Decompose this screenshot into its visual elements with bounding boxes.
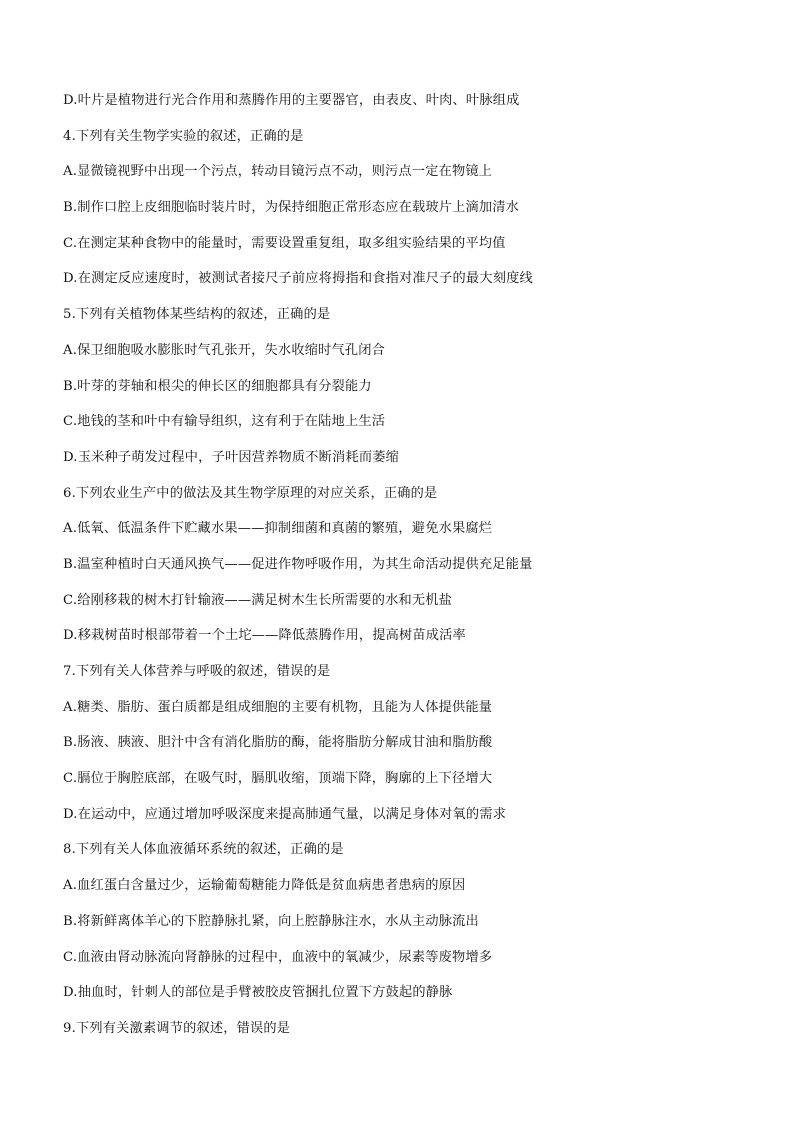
question-5: 5.下列有关植物体某些结构的叙述，正确的是 [63,307,331,323]
option-8c: C.血液由肾动脉流向肾静脉的过程中，血液中的氧减少，尿素等废物增多 [63,949,493,965]
question-7: 7.下列有关人体营养与呼吸的叙述，错误的是 [63,664,331,679]
option-6a: A.低氧、低温条件下贮藏水果——抑制细菌和真菌的繁殖，避免水果腐烂 [63,521,493,537]
question-6: 6.下列农业生产中的做法及其生物学原理的对应关系，正确的是 [63,485,438,501]
option-4b: B.制作口腔上皮细胞临时装片时，为保持细胞正常形态应在载玻片上滴加清水 [63,200,520,216]
option-6c: C.给刚移栽的树木打针输液——满足树木生长所需要的水和无机盐 [63,592,453,608]
option-3d: D.叶片是植物进行光合作用和蒸腾作用的主要器官，由表皮、叶肉、叶脉组成 [63,93,520,108]
option-6d: D.移栽树苗时根部带着一个土坨——降低蒸腾作用，提高树苗成活率 [63,628,466,644]
option-5d: D.玉米种子萌发过程中，子叶因营养物质不断消耗而萎缩 [63,449,399,465]
option-7c: C.膈位于胸腔底部，在吸气时，膈肌收缩，顶端下降，胸廓的上下径增大 [63,771,493,787]
question-9: 9.下列有关激素调节的叙述，错误的是 [63,1020,291,1036]
option-8b: B.将新鲜离体羊心的下腔静脉扎紧，向上腔静脉注水，水从主动脉流出 [63,913,479,929]
option-5b: B.叶芽的芽轴和根尖的伸长区的细胞都具有分裂能力 [63,378,372,394]
option-5a: A.保卫细胞吸水膨胀时气孔张开，失水收缩时气孔闭合 [63,342,386,358]
option-4a: A.显微镜视野中出现一个污点，转动目镜污点不动，则污点一定在物镜上 [63,164,493,180]
option-8a: A.血红蛋白含量过少，运输葡萄糖能力降低是贫血病患者患病的原因 [63,878,466,894]
option-6b: B.温室种植时白天通风换气——促进作物呼吸作用，为其生命活动提供充足能量 [63,556,533,572]
question-4: 4.下列有关生物学实验的叙述，正确的是 [63,128,304,144]
option-4c: C.在测定某种食物中的能量时，需要设置重复组，取多组实验结果的平均值 [63,235,506,251]
document-body [63,88,763,1052]
option-7b: B.肠液、胰液、胆汁中含有消化脂肪的酶，能将脂肪分解成甘油和脂肪酸 [63,735,493,751]
question-8: 8.下列有关人体血液循环系统的叙述，正确的是 [63,842,344,858]
option-7a: A.糖类、脂肪、蛋白质都是组成细胞的主要有机物，且能为人体提供能量 [63,699,493,715]
option-8d: D.抽血时，针刺人的部位是手臂被胶皮管捆扎位置下方鼓起的静脉 [63,985,453,1001]
option-5c: C.地钱的茎和叶中有输导组织，这有利于在陆地上生活 [63,414,386,430]
option-7d: D.在运动中，应通过增加呼吸深度来提高肺通气量，以满足身体对氧的需求 [63,806,507,822]
option-4d: D.在测定反应速度时，被测试者接尺子前应将拇指和食指对准尺子的最大刻度线 [63,271,533,287]
